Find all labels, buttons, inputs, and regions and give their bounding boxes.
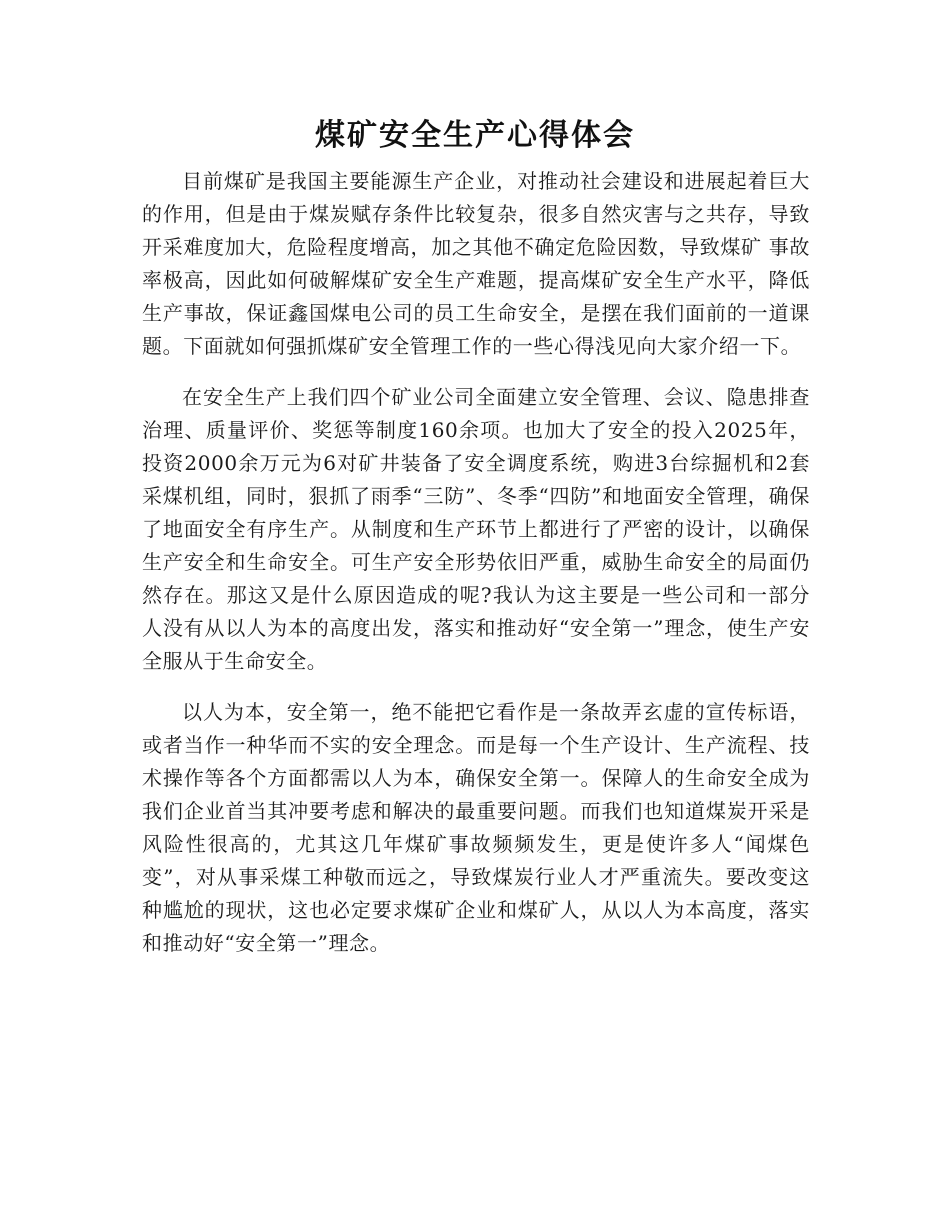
paragraph-1: 目前煤矿是我国主要能源生产企业，对推动社会建设和进展起着巨大的作用，但是由于煤炭赋存条件比较复杂，很多自然灾害与之共存，导致开采难度加大，危险程度增高，加之其他不确定危险因数，导致煤矿 事故率极高，因此如何破解煤矿安全生产难题，提高煤矿安全生产水平，降低生产事故，保证鑫国煤电公司的员工生命安全，是摆在我们面前的一道课题。下面就如何强抓煤矿安全管理工作的一些心得浅见向大家介绍一下。 [142,169,810,358]
document-body [142,165,810,978]
paragraph-3: 以人为本，安全第一，绝不能把它看作是一条故弄玄虚的宣传标语，或者当作一种华而不实的安全理念。而是每一个生产设计、生产流程、技术操作等各个方面都需以人为本，确保安全第一。保障人的生命安全成为我们企业首当其冲要考虑和解决的最重要问题。而我们也知道煤炭开采是风险性很高的，尤其这几年煤矿事故频频发生，更是使许多人“闻煤色变”，对从事采煤工种敬而远之，导致煤炭行业人才严重流失。要改变这种尴尬的现状，这也必定要求煤矿企业和煤矿人，从以人为本高度，落实和推动好“安全第一”理念。 [142,700,810,955]
paragraph-2: 在安全生产上我们四个矿业公司全面建立安全管理、会议、隐患排查治理、质量评价、奖惩等制度160余项。也加大了安全的投入2025年，投资2000余万元为6对矿井装备了安全调度系统，购进3台综掘机和2套采煤机组，同时，狠抓了雨季“三防”、冬季“四防”和地面安全管理，确保了地面安全有序生产。从制度和生产环节上都进行了严密的设计，以确保生产安全和生命安全。可生产安全形势依旧严重，威胁生命安全的局面仍然存在。那这又是什么原因造成的呢?我认为这主要是一些公司和一部分人没有从以人为本的高度出发，落实和推动好“安全第一”理念，使生产安全服从于生命安全。 [142,385,810,673]
document-title: 煤矿安全生产心得体会 [315,118,635,153]
